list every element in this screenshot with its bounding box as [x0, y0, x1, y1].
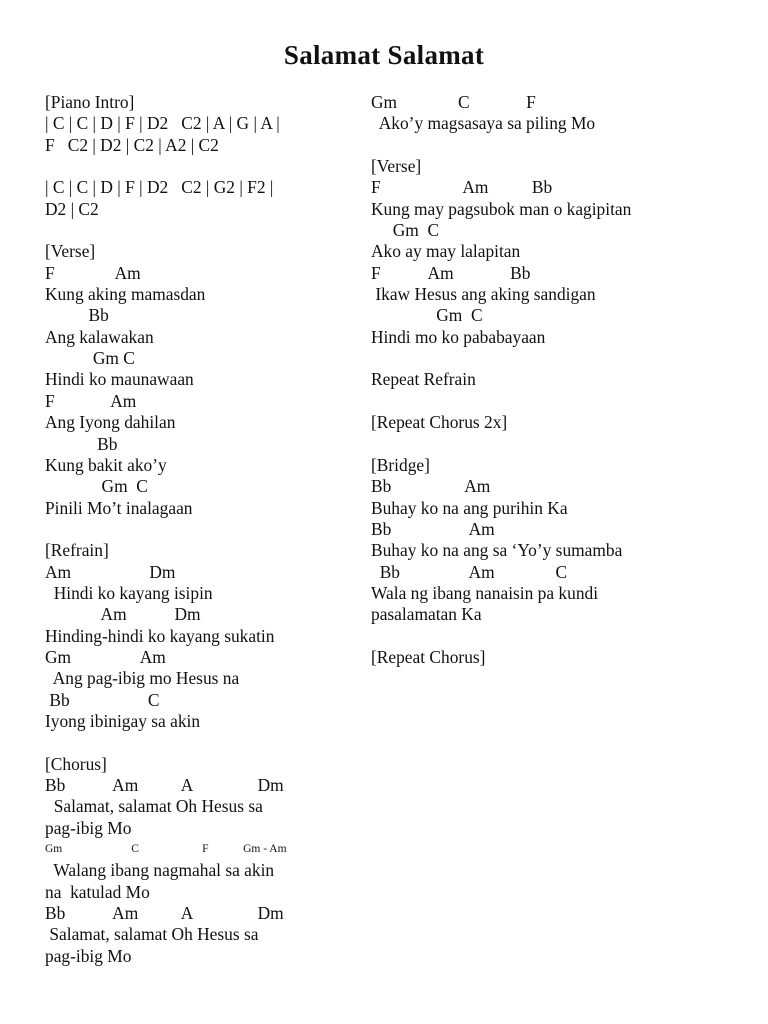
lyric-line: Kung aking mamasdan	[45, 284, 206, 305]
lyric-line: na katulad Mo	[45, 881, 150, 902]
lyric-line: Pinili Mo’t inalagaan	[45, 497, 193, 518]
lyric-line: pag-ibig Mo	[45, 945, 132, 966]
section-heading: [Verse]	[45, 241, 96, 262]
lyric-line: Hinding-hindi ko kayang sukatin	[45, 625, 275, 646]
section-heading: [Repeat Chorus]	[371, 646, 486, 667]
song-title: Salamat Salamat	[283, 40, 485, 70]
chord-line: Bb	[45, 305, 109, 326]
chord-line: Bb Am	[371, 476, 491, 497]
lyric-line: Buhay ko na ang sa ‘Yo’y sumamba	[371, 540, 623, 561]
section-heading: [Bridge]	[371, 454, 430, 475]
chord-line: D2 | C2	[45, 198, 99, 219]
chord-line: Am Dm	[45, 604, 201, 625]
chord-line: F Am	[45, 262, 141, 283]
blank-line	[45, 519, 365, 540]
lyric-line: Ako ay may lalapitan	[371, 241, 521, 262]
lyric-line: Walang ibang nagmahal sa akin	[45, 860, 275, 881]
chord-line: | C | C | D | F | D2 C2 | G2 | F2 |	[45, 177, 274, 198]
lyric-line: Kung may pagsubok man o kagipitan	[371, 198, 632, 219]
section-heading: Repeat Refrain	[371, 369, 476, 390]
blank-line	[371, 626, 731, 647]
chord-line: Gm Am	[45, 646, 166, 667]
section-heading: [Refrain]	[45, 540, 109, 561]
left-column	[45, 92, 365, 967]
lyric-line: Ang kalawakan	[45, 326, 154, 347]
blank-line	[45, 156, 365, 177]
chord-line: | C | C | D | F | D2 C2 | A | G | A |	[45, 113, 280, 134]
lyric-line: Hindi mo ko pababayaan	[371, 326, 546, 347]
lyric-line: pag-ibig Mo	[45, 817, 132, 838]
chord-line: Gm C	[45, 476, 148, 497]
section-heading: [Piano Intro]	[45, 92, 135, 112]
blank-line	[371, 348, 731, 369]
lyric-line: pasalamatan Ka	[371, 604, 482, 625]
chord-line: F Am Bb	[371, 262, 531, 283]
chord-line: Bb Am C	[371, 561, 568, 582]
lyric-line: Ikaw Hesus ang aking sandigan	[371, 284, 596, 305]
blank-line	[45, 220, 365, 241]
section-heading: [Verse]	[371, 156, 422, 177]
lyric-line: Kung bakit ako’y	[45, 454, 167, 475]
section-heading: [Repeat Chorus 2x]	[371, 412, 508, 433]
lyric-line: Ang Iyong dahilan	[45, 412, 176, 433]
lyric-line: Ang pag-ibig mo Hesus na	[45, 668, 240, 689]
chord-line: Gm C F Gm - Am	[45, 843, 287, 856]
lyric-line: Hindi ko maunawaan	[45, 369, 194, 390]
lyric-line: Wala ng ibang nanaisin pa kundi	[371, 582, 599, 603]
chord-line: Bb Am A Dm	[45, 775, 284, 795]
chord-line: F Am Bb	[371, 177, 553, 198]
chord-line: Bb Am	[371, 518, 495, 539]
chord-line: Bb C	[45, 689, 160, 710]
chord-line: Bb	[45, 433, 118, 454]
chord-line: Gm C	[45, 348, 135, 369]
chord-line: F C2 | D2 | C2 | A2 | C2	[45, 134, 219, 155]
lyric-line: Buhay ko na ang purihin Ka	[371, 497, 568, 518]
lyric-line: Salamat, salamat Oh Hesus sa	[45, 924, 259, 945]
chord-line: F Am	[45, 390, 137, 411]
chord-line: Gm C F	[371, 92, 536, 112]
lyric-line: Hindi ko kayang isipin	[45, 582, 213, 603]
chord-line: Bb Am A Dm	[45, 903, 284, 924]
chord-line: Gm C	[371, 220, 440, 241]
lyric-line: Salamat, salamat Oh Hesus sa	[45, 796, 263, 817]
right-column	[371, 92, 731, 668]
blank-line	[45, 732, 365, 753]
section-heading: [Chorus]	[45, 753, 107, 774]
blank-line	[371, 391, 731, 412]
blank-line	[371, 434, 731, 455]
chord-line: Am Dm	[45, 561, 176, 582]
chord-line: Gm C	[371, 305, 483, 326]
lyric-line: Ako’y magsasaya sa piling Mo	[371, 113, 596, 134]
blank-line	[371, 135, 731, 156]
lyric-line: Iyong ibinigay sa akin	[45, 710, 201, 731]
